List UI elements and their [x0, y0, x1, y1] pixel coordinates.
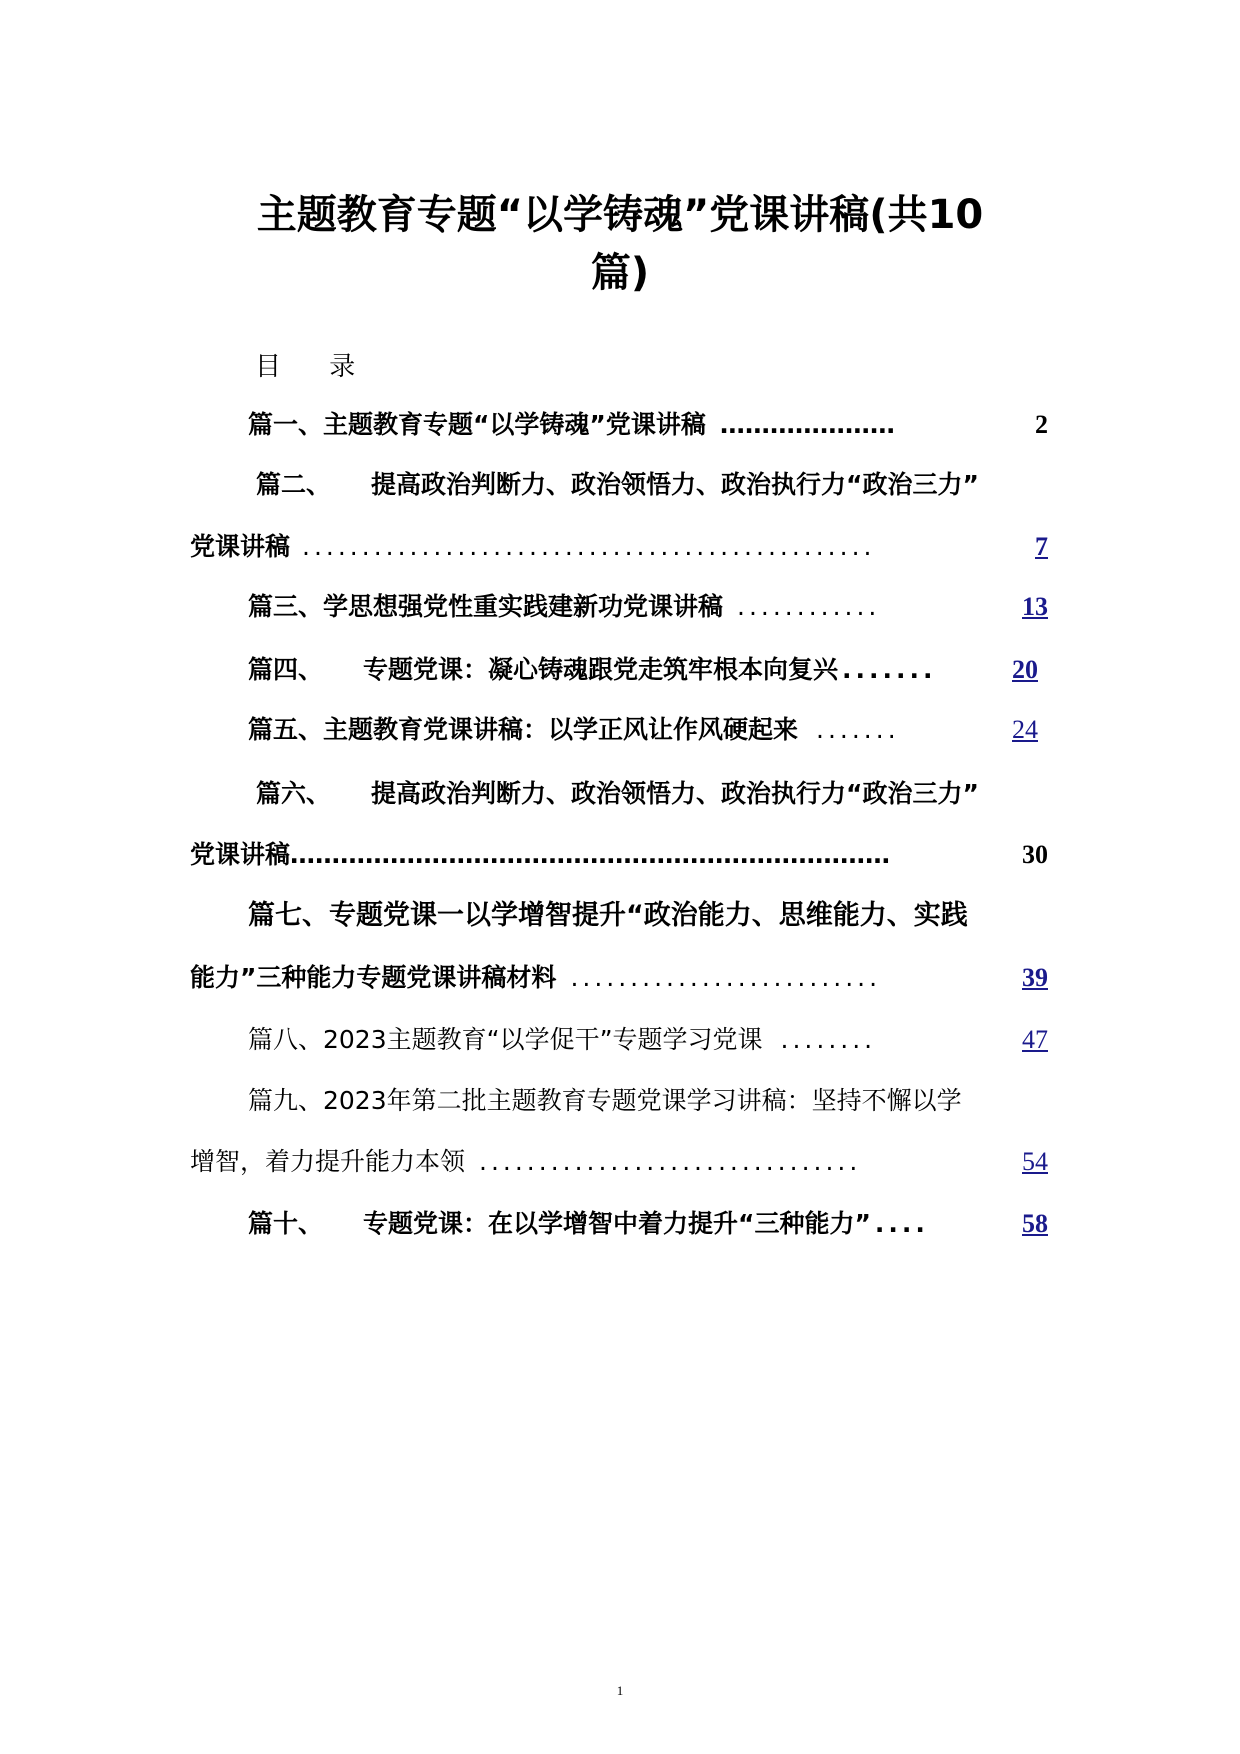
toc-entry-7-page[interactable]: 39	[1022, 963, 1048, 992]
toc-entry-2-line-2[interactable]	[190, 527, 1048, 567]
toc-entry-2-text: 提高政治判断力、政治领悟力、政治执行力“政治三力”	[371, 470, 979, 499]
toc-entry-7-text: 篇七、专题党课一以学增智提升“政治能力、思维能力、实践	[248, 900, 968, 931]
toc-entry-10[interactable]	[248, 1204, 1048, 1244]
toc-heading: 目 录	[255, 352, 376, 382]
document-title	[140, 186, 1100, 302]
toc-entry-6-text-cont: 党课讲稿	[190, 840, 291, 869]
toc-entry-8[interactable]	[248, 1020, 1048, 1060]
title-line-2: 篇)	[590, 250, 650, 296]
toc-entry-10-leader: ....	[874, 1209, 929, 1238]
toc-entry-10-text: 专题党课：在以学增智中着力提升“三种能力”	[363, 1209, 871, 1238]
toc-entry-2-label: 篇二、	[256, 470, 332, 499]
toc-entry-5-text: 篇五、主题教育党课讲稿：以学正风让作风硬起来	[248, 715, 799, 744]
toc-entry-7-line-2[interactable]	[190, 958, 1048, 998]
toc-entry-2-page[interactable]: 7	[1035, 532, 1048, 561]
toc-entry-9-line-2[interactable]	[190, 1142, 1048, 1182]
toc-entry-7-line-1[interactable]	[248, 896, 1048, 936]
toc-entry-4-leader: .......	[842, 655, 937, 684]
toc-entry-9-text: 篇九、2023年第二批主题教育专题党课学习讲稿：坚持不懈以学	[248, 1086, 962, 1115]
toc-entry-4[interactable]	[248, 650, 1038, 690]
toc-entry-10-page[interactable]: 58	[1022, 1209, 1048, 1238]
toc-entry-3-leader: ............	[737, 592, 881, 621]
toc-entry-6-line-2[interactable]	[190, 835, 1048, 875]
toc-entry-6-leader: ………………………………………………………………	[290, 840, 891, 869]
toc-entry-6-line-1[interactable]	[256, 774, 1056, 814]
toc-entry-1[interactable]	[248, 405, 1048, 445]
toc-entry-2-leader: ................................................	[302, 532, 876, 561]
toc-entry-8-leader: ........	[780, 1025, 877, 1054]
toc-entry-4-label: 篇四、	[248, 655, 324, 684]
toc-entry-8-text: 篇八、2023主题教育“以学促干”专题学习党课	[248, 1025, 763, 1054]
toc-entry-5-page[interactable]: 24	[1012, 715, 1038, 744]
toc-entry-6-text: 提高政治判断力、政治领悟力、政治执行力“政治三力”	[371, 779, 979, 808]
toc-entry-3-text: 篇三、学思想强党性重实践建新功党课讲稿	[248, 592, 724, 621]
toc-entry-9-line-1[interactable]	[248, 1081, 1058, 1121]
toc-entry-4-text: 专题党课：凝心铸魂跟党走筑牢根本向复兴	[363, 655, 839, 684]
toc-entry-2-line-1[interactable]	[256, 465, 1056, 505]
toc-entry-8-page[interactable]: 47	[1022, 1025, 1048, 1054]
toc-entry-9-page[interactable]: 54	[1022, 1147, 1048, 1176]
toc-entry-5-leader: .......	[816, 715, 900, 744]
toc-entry-3-page[interactable]: 13	[1022, 592, 1048, 621]
toc-entry-7-text-cont: 能力”三种能力专题党课讲稿材料	[190, 963, 557, 992]
toc-entry-7-leader: ..........................	[570, 963, 882, 992]
toc-entry-6-page[interactable]: 30	[1022, 840, 1048, 869]
toc-entry-1-text: 篇一、主题教育专题“以学铸魂”党课讲稿	[248, 410, 706, 439]
toc-entry-10-label: 篇十、	[248, 1209, 324, 1238]
toc-entry-5[interactable]	[248, 710, 1038, 750]
toc-entry-1-page[interactable]: 2	[1035, 410, 1048, 439]
toc-entry-9-leader: ................................	[479, 1147, 862, 1176]
toc-entry-9-text-cont: 增智，着力提升能力本领	[190, 1147, 466, 1176]
toc-entry-3[interactable]	[248, 587, 1048, 627]
toc-entry-6-label: 篇六、	[256, 779, 332, 808]
page-number: 1	[616, 1683, 624, 1698]
toc-entry-4-page[interactable]: 20	[1012, 655, 1038, 684]
title-line-1: 主题教育专题“以学铸魂”党课讲稿(共10	[256, 192, 984, 238]
toc-entry-1-leader: …………………	[719, 410, 895, 439]
toc-entry-2-text-cont: 党课讲稿	[190, 532, 291, 561]
